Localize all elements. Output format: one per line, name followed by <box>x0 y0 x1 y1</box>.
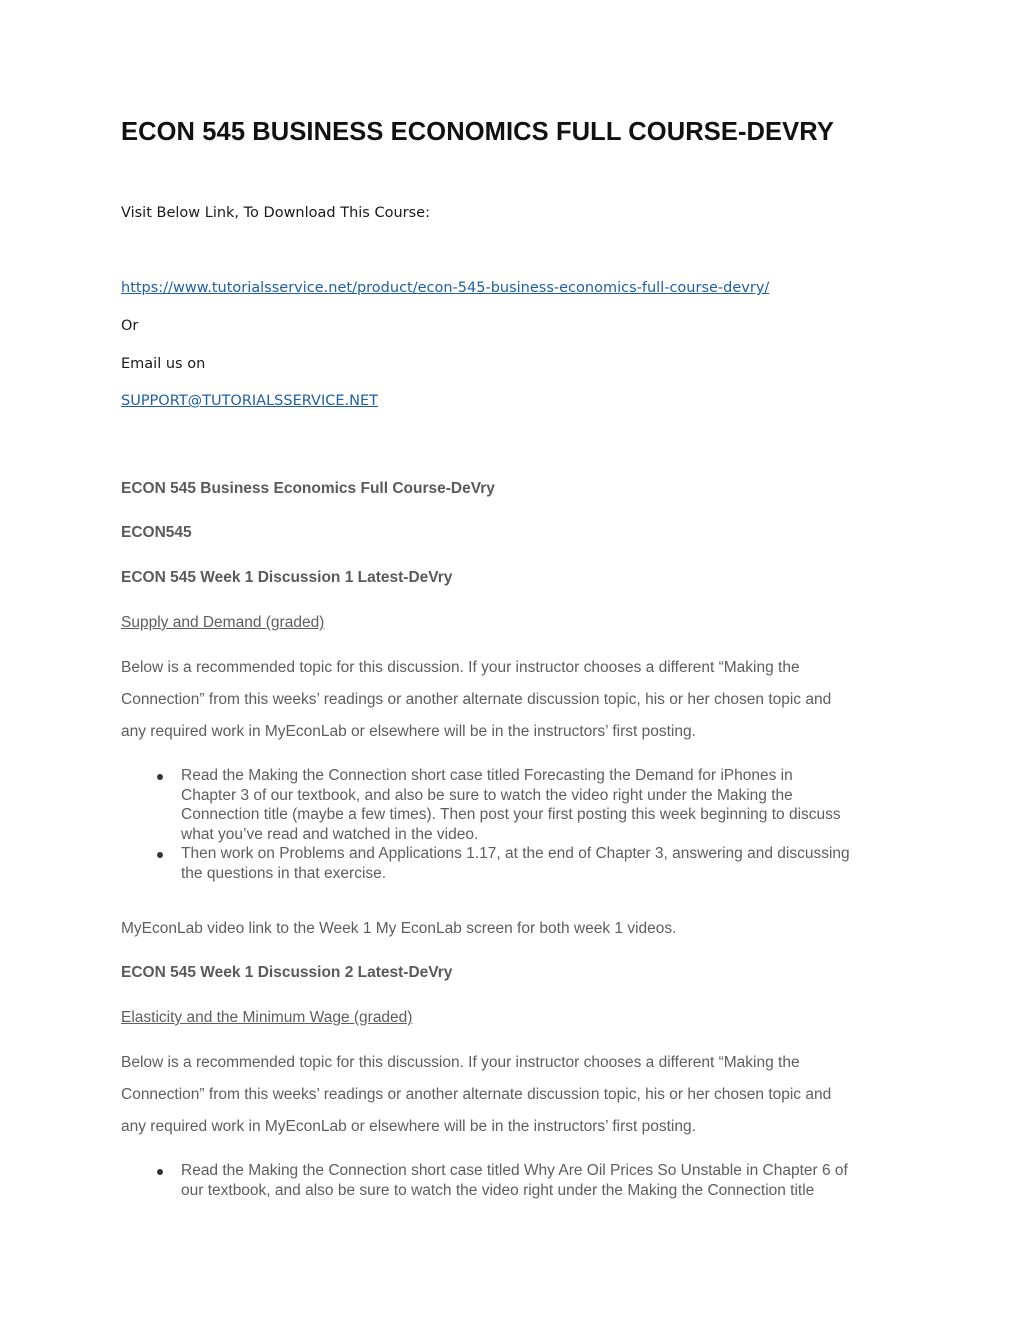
video-note: MyEconLab video link to the Week 1 My EconLab screen for both week 1 videos. <box>121 920 677 937</box>
or-text: Or <box>121 318 139 334</box>
week1-discussion2-topic: Elasticity and the Minimum Wage (graded) <box>121 1009 413 1026</box>
list-item-line: our textbook, and also be sure to watch the video right under the Making the Connection title <box>181 1181 815 1199</box>
visit-instruction: Visit Below Link, To Download This Course: <box>121 205 430 221</box>
page-title: ECON 545 BUSINESS ECONOMICS FULL COURSE-DEVRY <box>121 118 834 146</box>
course-code: ECON545 <box>121 524 192 541</box>
paragraph-line: Connection” from this weeks’ readings or another alternate discussion topic, his or her chosen topic and <box>121 691 832 708</box>
week1-discussion2-heading: ECON 545 Week 1 Discussion 2 Latest-DeVry <box>121 964 453 981</box>
paragraph-line: any required work in MyEconLab or elsewhere will be in the instructors’ first posting. <box>121 1118 696 1135</box>
paragraph-line: any required work in MyEconLab or elsewhere will be in the instructors’ first posting. <box>121 723 696 740</box>
support-email-link[interactable]: SUPPORT@TUTORIALSSERVICE.NET <box>121 393 378 409</box>
list-item-line: what you’ve read and watched in the video. <box>181 825 479 843</box>
week1-discussion1-heading: ECON 545 Week 1 Discussion 1 Latest-DeVry <box>121 569 453 586</box>
list-item-line: Connection title (maybe a few times). Then post your first posting this week beginning to discuss <box>181 806 841 823</box>
list-item-line: Read the Making the Connection short case titled Why Are Oil Prices So Unstable in Chapter 6 of <box>181 1162 848 1179</box>
course-heading: ECON 545 Business Economics Full Course-DeVry <box>121 480 495 497</box>
bullet-icon <box>157 852 163 858</box>
list-item-line: Read the Making the Connection short case titled Forecasting the Demand for iPhones in <box>181 767 793 784</box>
bullet-icon <box>157 774 163 780</box>
paragraph-line: Below is a recommended topic for this discussion. If your instructor chooses a different “Making the <box>121 659 800 676</box>
list-item-line: Then work on Problems and Applications 1.17, at the end of Chapter 3, answering and discussing <box>181 845 850 862</box>
paragraph-line: Below is a recommended topic for this discussion. If your instructor chooses a different “Making the <box>121 1054 800 1071</box>
week1-discussion1-topic: Supply and Demand (graded) <box>121 614 325 631</box>
list-item-line: the questions in that exercise. <box>181 864 387 882</box>
list-item-line: Chapter 3 of our textbook, and also be sure to watch the video right under the Making the <box>181 786 793 804</box>
bullet-icon <box>157 1169 163 1175</box>
paragraph-line: Connection” from this weeks’ readings or another alternate discussion topic, his or her chosen topic and <box>121 1086 832 1103</box>
course-link[interactable]: https://www.tutorialsservice.net/product/econ-545-business-economics-full-course-devry/ <box>121 280 770 296</box>
email-label: Email us on <box>121 356 206 372</box>
